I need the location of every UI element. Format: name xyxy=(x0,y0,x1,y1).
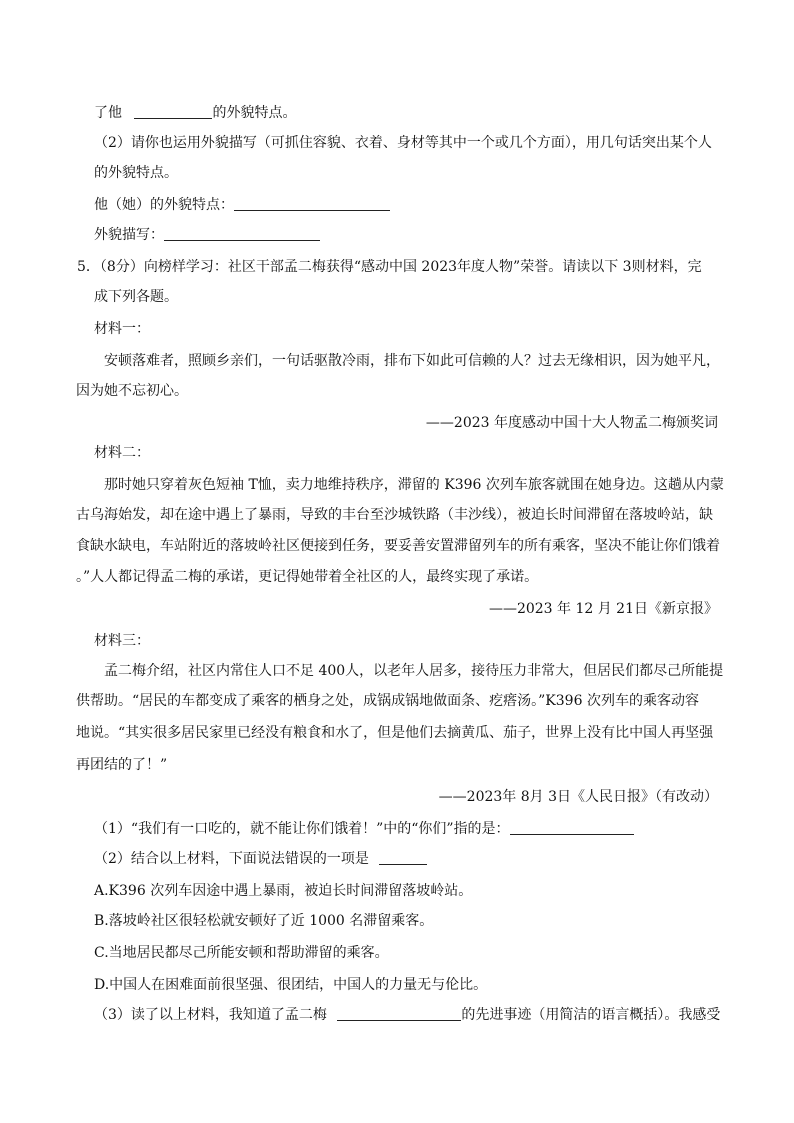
material2-line4: 。”人人都记得孟二梅的承诺，更记得她带着全社区的人，最终实现了承诺。 xyxy=(76,569,539,585)
material1-title: 材料一： xyxy=(94,321,150,337)
material3-line1: 孟二梅介绍，社区内常住人口不足 400人，以老年人居多，接待压力非常大，但居民们都尽己所能提 xyxy=(104,663,724,679)
subquestion-3-suffix: 的先进事迹（用简洁的语言概括）。我感受 xyxy=(461,1007,721,1023)
q4-line1-suffix: 的外貌特点。 xyxy=(212,105,297,121)
material3-line3: 地说。“其实很多居民家里已经没有粮食和水了，但是他们去摘黄瓜、茄子，世界上没有比中国人再坚强 xyxy=(76,725,714,741)
material3-line4: 再团结的了！” xyxy=(76,757,168,773)
subquestion-2-answer-blank[interactable] xyxy=(379,850,427,865)
desc-answer-blank[interactable] xyxy=(164,226,320,241)
option-b: B.落坡岭社区很轻松就安顿好了近 1000 名滞留乘客。 xyxy=(94,913,434,929)
material2-line1: 那时她只穿着灰色短袖 T恤，卖力地维持秩序，滞留的 K396 次列车旅客就围在她身边。这趟从内蒙 xyxy=(104,477,724,493)
subquestion-3 xyxy=(94,1006,720,1024)
features-label: 他（她）的外貌特点： xyxy=(94,197,234,213)
q4-features-row xyxy=(94,196,390,214)
subquestion-2 xyxy=(94,850,427,868)
material2-line3: 食缺水缺电，车站附近的落坡岭社区便接到任务，要妥善安置滞留列车的所有乘客，坚决不能让你们饿着 xyxy=(76,538,720,554)
material3-line2: 供帮助。“居民的车都变成了乘客的栖身之处，成锅成锅地做面条、疙瘩汤。”K396 次列车的乘客动容 xyxy=(76,693,699,709)
material2-source: ——2023 年 12 月 21日《新京报》 xyxy=(488,601,718,617)
subquestion-1-answer-blank[interactable] xyxy=(510,820,634,835)
option-d: D.中国人在困难面前很坚强、很团结，中国人的力量无与伦比。 xyxy=(94,977,488,993)
material3-title: 材料三： xyxy=(94,633,150,649)
answer-blank[interactable] xyxy=(134,104,212,119)
subquestion-1 xyxy=(94,820,634,838)
material2-line2: 古乌海始发，却在途中遇上了暴雨，导致的丰台至沙城铁路（丰沙线），被迫长时间滞留在落坡岭站，缺 xyxy=(76,507,713,523)
material3-source: ——2023年 8月 3日《人民日报》（有改动） xyxy=(438,789,718,805)
q5-heading-line2: 成下列各题。 xyxy=(94,289,178,305)
q4-sub2-line1: （2）请你也运用外貌描写（可抓住容貌、衣着、身材等其中一个或几个方面），用几句话突出某个人 xyxy=(94,135,712,151)
subquestion-3-prefix: （3）读了以上材料，我知道了孟二梅 xyxy=(94,1007,327,1023)
desc-label: 外貌描写： xyxy=(94,227,164,243)
material2-title: 材料二： xyxy=(94,445,150,461)
q4-desc-row xyxy=(94,226,320,244)
q5-heading-line1: 5．（8分）向榜样学习：社区干部孟二梅获得“感动中国 2023年度人物”荣誉。请读以下 3则材料，完 xyxy=(77,259,702,275)
option-c: C.当地居民都尽己所能安顿和帮助滞留的乘客。 xyxy=(94,945,389,961)
q4-line1-prefix: 了他 xyxy=(94,105,122,121)
subquestion-2-text: （2）结合以上材料，下面说法错误的一项是 xyxy=(94,851,369,867)
material1-source: ——2023 年度感动中国十大人物孟二梅颁奖词 xyxy=(425,415,718,431)
material1-line1: 安顿落难者，照顾乡亲们，一句话驱散冷雨，排布下如此可信赖的人？过去无缘相识，因为她平凡， xyxy=(104,353,720,369)
material1-line2: 因为她不忘初心。 xyxy=(76,383,188,399)
option-a: A.K396 次列车因途中遇上暴雨，被迫长时间滞留落坡岭站。 xyxy=(94,883,473,899)
subquestion-1-text: （1）“我们有一口吃的，就不能让你们饿着！”中的“你们”指的是： xyxy=(94,821,510,837)
q4-sub2-line2: 的外貌特点。 xyxy=(94,165,178,181)
q4-line xyxy=(94,104,296,122)
subquestion-3-answer-blank[interactable] xyxy=(337,1006,461,1021)
features-answer-blank[interactable] xyxy=(234,196,390,211)
